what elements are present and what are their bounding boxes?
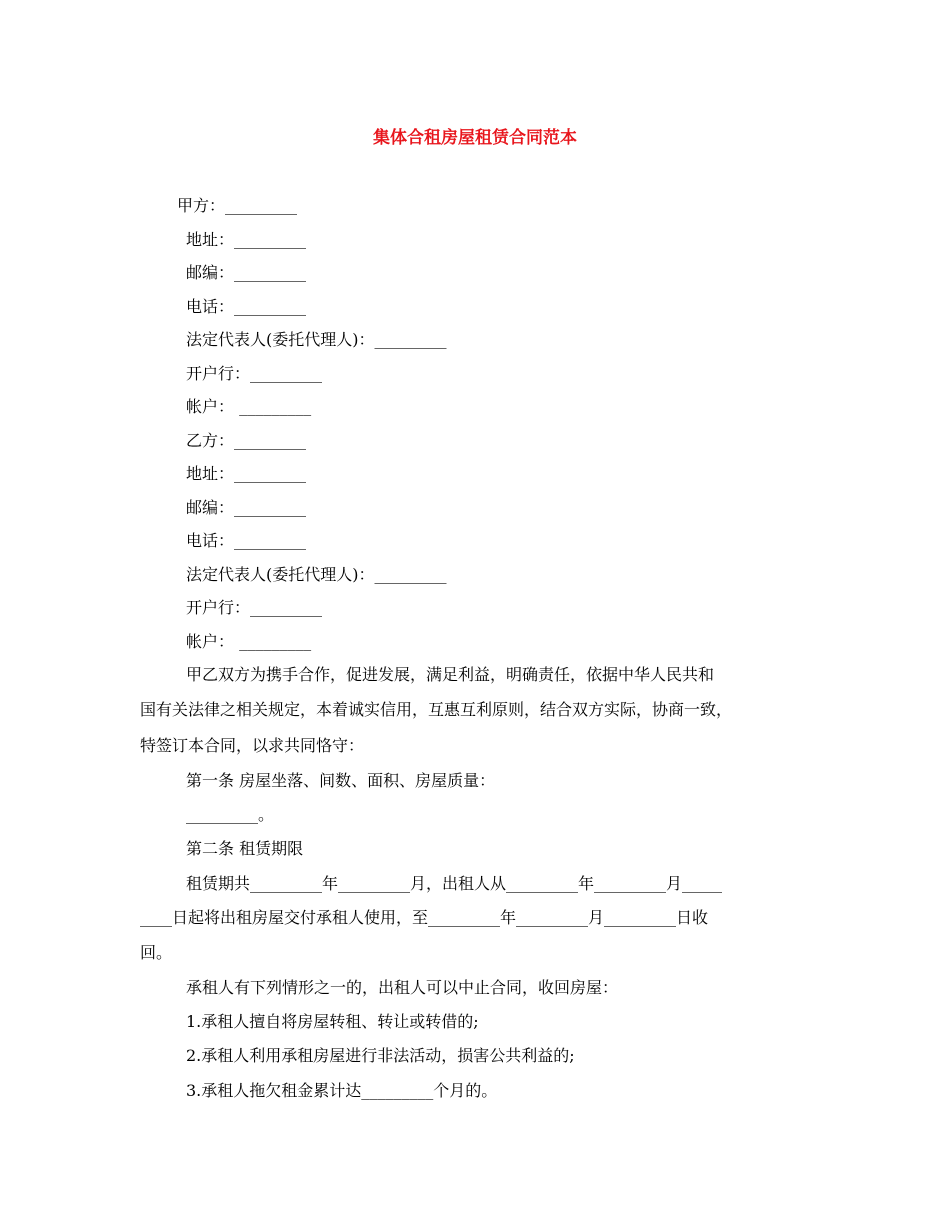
lease-term-line-1: 租赁期共_________年_________月，出租人从_________年_________月_____ [186, 874, 723, 893]
termination-item-1: 1.承租人擅自将房屋转租、转让或转借的; [186, 1012, 479, 1031]
termination-item-3: 3.承租人拖欠租金累计达_________个月的。 [186, 1081, 498, 1100]
party-a-representative: 法定代表人(委托代理人)：_________ [186, 330, 447, 349]
preamble-line-3: 特签订本合同，以求共同恪守： [140, 736, 365, 755]
article-2-heading: 第二条 租赁期限 [186, 839, 304, 858]
party-b-address: 地址：_________ [186, 464, 307, 483]
party-a-name: 甲方：_________ [177, 196, 298, 215]
party-b-postcode: 邮编：_________ [186, 498, 307, 517]
party-a-phone: 电话：_________ [186, 297, 307, 316]
lease-term-line-3: 回。 [140, 943, 173, 962]
party-a-address: 地址：_________ [186, 230, 307, 249]
party-b-account: 帐户： _________ [186, 632, 312, 651]
termination-item-2: 2.承租人利用承租房屋进行非法活动，损害公共利益的; [186, 1046, 575, 1065]
preamble-line-1: 甲乙双方为携手合作，促进发展，满足利益，明确责任，依据中华人民共和 [186, 665, 715, 684]
party-b-bank: 开户行：_________ [186, 598, 323, 617]
preamble-line-2: 国有关法律之相关规定，本着诚实信用，互惠互利原则，结合双方实际，协商一致， [140, 700, 733, 719]
article-1-blank: _________。 [186, 805, 275, 824]
party-a-account: 帐户： _________ [186, 397, 312, 416]
lease-term-line-2: ____日起将出租房屋交付承租人使用，至_________年_________月_________日收 [140, 908, 709, 927]
article-1-heading: 第一条 房屋坐落、间数、面积、房屋质量： [186, 771, 496, 790]
party-b-name: 乙方：_________ [186, 431, 307, 450]
party-a-postcode: 邮编：_________ [186, 263, 307, 282]
document-title: 集体合租房屋租赁合同范本 [373, 128, 577, 148]
party-b-representative: 法定代表人(委托代理人)：_________ [186, 565, 447, 584]
termination-intro: 承租人有下列情形之一的，出租人可以中止合同，收回房屋： [186, 978, 619, 997]
party-b-phone: 电话：_________ [186, 531, 307, 550]
party-a-bank: 开户行：_________ [186, 364, 323, 383]
